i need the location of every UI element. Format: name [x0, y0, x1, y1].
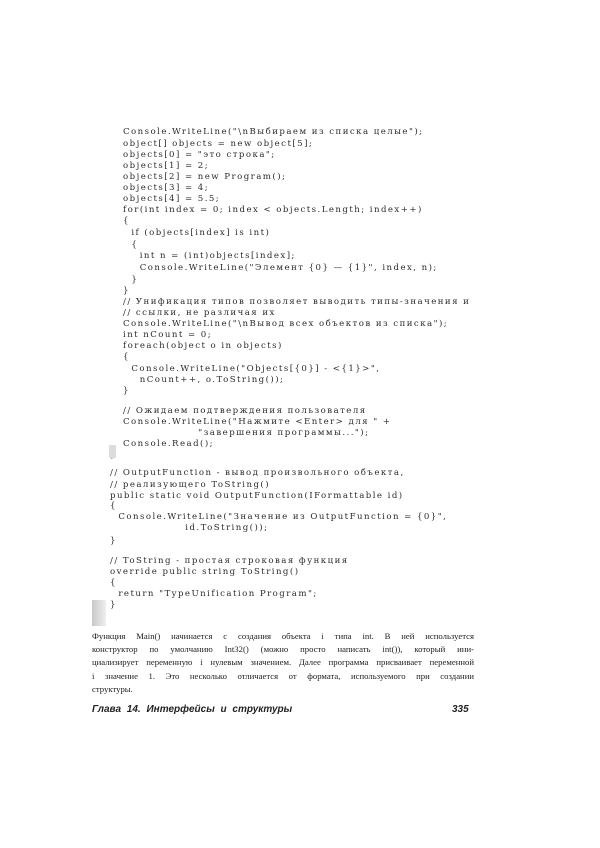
- code-line: Console.WriteLine("Objects[{0}] - <{1}>",: [123, 364, 381, 374]
- page-number: 335: [452, 704, 469, 715]
- code-line: id.ToString());: [110, 523, 269, 533]
- code-line: }: [110, 600, 117, 610]
- code-line: Console.WriteLine("\nВыбираем из списка целые");: [123, 127, 424, 137]
- code-line: // Унификация типов позволяет выводить типы-значения и: [123, 297, 471, 307]
- code-line: Console.WriteLine("Элемент {0} — {1}", index, n);: [123, 263, 438, 273]
- scan-artifact: [92, 600, 106, 626]
- code-line: int n = (int)objects[index];: [123, 251, 296, 261]
- code-line: int nCount = 0;: [123, 330, 213, 340]
- code-line: objects[2] = new Program();: [123, 172, 287, 182]
- code-line: nCount++, o.ToString());: [123, 375, 285, 385]
- code-line: }: [110, 536, 117, 546]
- code-line: foreach(object o in objects): [123, 341, 283, 351]
- code-line: objects[3] = 4;: [123, 183, 210, 193]
- code-line: objects[1] = 2;: [123, 161, 210, 171]
- code-line: objects[0] = "это строка";: [123, 150, 276, 160]
- paragraph-line: циализирует переменную i нулевым значением. Далее программа присваивает переменной: [92, 657, 474, 668]
- paragraph-line: i значение 1. Это несколько отличается от формата, используемого при создании: [92, 670, 474, 681]
- code-line: {: [110, 578, 117, 588]
- code-line: {: [123, 352, 130, 362]
- body-paragraph: [92, 630, 474, 696]
- code-line: {: [123, 240, 139, 250]
- code-line: Console.WriteLine("Значение из OutputFunction = {0}",: [110, 512, 448, 522]
- code-line: "завершения программы...");: [123, 428, 370, 438]
- code-line: }: [123, 386, 130, 396]
- code-line: for(int index = 0; index < objects.Length; index++): [123, 205, 423, 215]
- paragraph-line: конструктор по умолчанию Int32() (можно просто написать int()), который ини-: [92, 644, 474, 655]
- code-line: // Ожидаем подтверждения пользователя: [123, 406, 367, 416]
- code-line: if (objects[index] is int): [123, 228, 271, 238]
- code-line: {: [123, 216, 130, 226]
- code-line: override public string ToString(): [110, 567, 300, 577]
- paragraph-line: структуры.: [92, 683, 133, 694]
- code-line: // ToString - простая строковая функция: [110, 556, 349, 566]
- scan-artifact: [109, 445, 116, 458]
- code-line: }: [123, 275, 139, 285]
- code-line: // реализующего ToString(): [110, 480, 271, 490]
- code-line: public static void OutputFunction(IFormattable id): [110, 491, 404, 501]
- code-line: {: [110, 501, 117, 511]
- code-line: objects[4] = 5.5;: [123, 194, 221, 204]
- code-line: // ссылки, не различая их: [123, 308, 276, 318]
- code-line: Console.WriteLine("\nВывод всех объектов из списка");: [123, 319, 449, 329]
- code-line: object[] objects = new object[5];: [123, 139, 314, 149]
- code-line: return "TypeUnification Program";: [110, 589, 318, 599]
- paragraph-line: Функция Main() начинается с создания объекта i типа int. В ней используется: [92, 631, 474, 641]
- code-line: }: [123, 286, 130, 296]
- code-line: Console.WriteLine("Нажмите <Enter> для " +: [123, 417, 392, 427]
- running-footer-chapter: Глава 14. Интерфейсы и структуры: [92, 704, 293, 715]
- code-line: Console.Read();: [123, 439, 214, 449]
- code-line: // OutputFunction - вывод произвольного объекта,: [110, 468, 405, 478]
